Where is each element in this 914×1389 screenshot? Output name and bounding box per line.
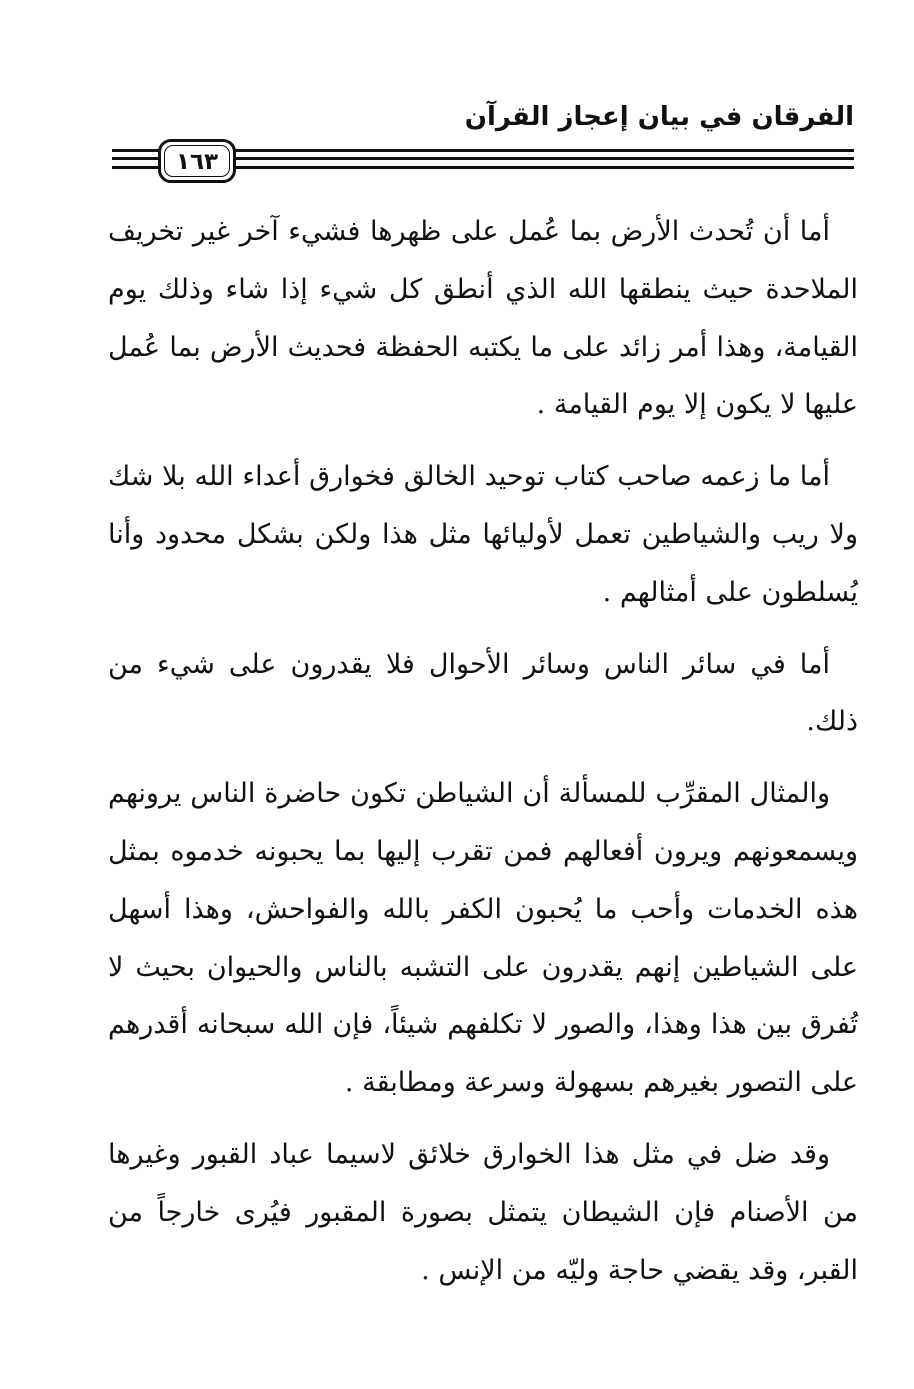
body-text — [108, 203, 858, 1299]
paragraph: أما ما زعمه صاحب كتاب توحيد الخالق فخوارق أعداء الله بلا شك ولا ريب والشياطين تعمل لأوليائها مثل هذا ولكن بشكل محدود وأنا يُسلطون على أمثالهم . — [108, 461, 858, 608]
paragraph: أما في سائر الناس وسائر الأحوال فلا يقدرون على شيء من ذلك. — [108, 648, 858, 738]
page-number: ١٦٣ — [175, 149, 219, 175]
paragraph: والمثال المقرِّب للمسألة أن الشياطن تكون حاضرة الناس يرونهم ويسمعونهم ويرون أفعالهم فمن تقرب إليها بما يحبونه خدموه بمثل هذه الخدمات وأحب ما يُحبون الكفر بالله والفواحش، وهذا أسهل على الشياطين إنهم يقدرون على التشبه بالناس والحيوان بحيث لا تُفرق بين هذا وهذا، والصور لا تكلفهم شيئاً، فإن الله سبحانه أقدرهم على التصور بغيرهم بسهولة وسرعة ومطابقة . — [108, 778, 858, 1099]
paragraph: وقد ضل في مثل هذا الخوارق خلائق لاسيما عباد القبور وغيرها من الأصنام فإن الشيطان يتمثل بصورة المقبور فيُرى خارجاً من القبر، وقد يقضي حاجة وليّه من الإنس . — [108, 1138, 858, 1286]
paragraph: أما أن تُحدث الأرض بما عُمل على ظهرها فشيء آخر غير تخريف الملاحدة حيث ينطقها الله الذي أنطق كل شيء إذا شاء وذلك يوم القيامة، وهذا أمر زائد على ما يكتبه الحفظة فحديث الأرض بما عُمل عليها لا يكون إلا يوم القيامة . — [108, 216, 858, 421]
running-header-title: الفرقان في بيان إعجاز القرآن — [464, 102, 854, 132]
page-number-badge — [158, 139, 236, 183]
